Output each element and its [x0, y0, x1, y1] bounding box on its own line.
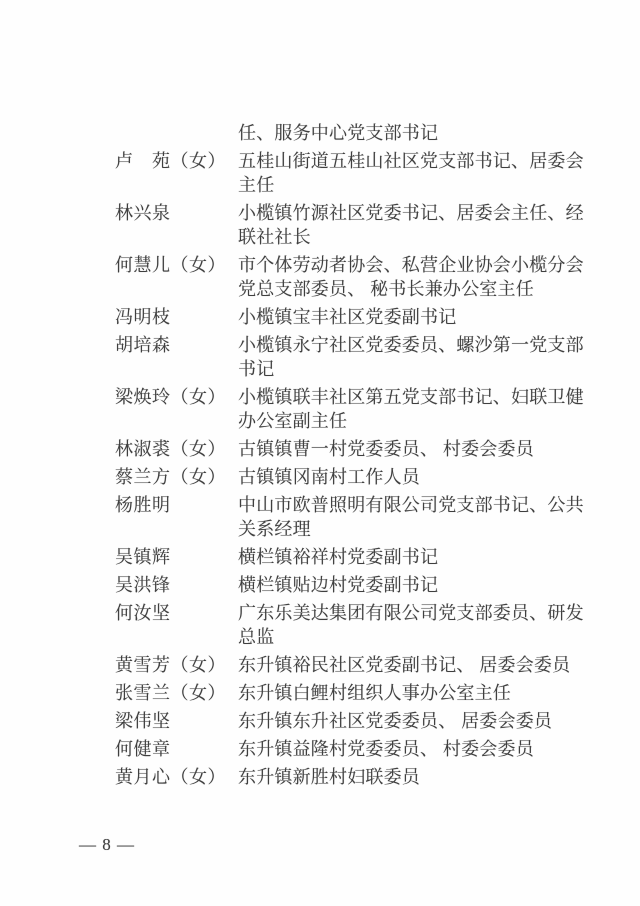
- person-name: 胡培森: [115, 335, 171, 355]
- position-desc-line: 小榄镇宝丰社区党委副书记: [238, 307, 457, 327]
- position-desc-line: 小榄镇竹源社区党委书记、居委会主任、经: [238, 203, 584, 223]
- position-desc: [238, 545, 438, 569]
- position-desc-line: 中山市欧普照明有限公司党支部书记、公共: [238, 495, 584, 515]
- position-desc: [238, 765, 420, 789]
- list-item: [115, 545, 620, 569]
- position-desc: [238, 253, 584, 301]
- person-name: 吴洪锋: [115, 575, 171, 595]
- position-desc: [238, 737, 534, 761]
- position-desc-line: 广东乐美达集团有限公司党支部委员、研发: [238, 603, 584, 623]
- person-name: 林兴泉: [115, 203, 171, 223]
- position-desc-line: 任、服务中心党支部书记: [238, 123, 439, 143]
- list-item: [115, 765, 620, 789]
- position-desc-line: 关系经理: [238, 519, 311, 539]
- list-item: [115, 601, 620, 649]
- position-desc-line: 东升镇白鲤村组织人事办公室主任: [238, 683, 511, 703]
- person-name: 冯明枝: [115, 307, 171, 327]
- position-desc-line: 市个体劳动者协会、私营企业协会小榄分会: [238, 255, 584, 275]
- list-item: [115, 653, 620, 677]
- position-desc: [238, 201, 584, 249]
- position-desc-line: 党总支部委员、 秘书长兼办公室主任: [238, 279, 534, 299]
- position-desc-line: 办公室副主任: [238, 411, 348, 431]
- person-name: 梁伟坚: [115, 711, 171, 731]
- position-desc: [238, 573, 438, 597]
- position-desc-line: 五桂山街道五桂山社区党支部书记、居委会: [238, 151, 584, 171]
- position-desc-line: 横栏镇贴边村党委副书记: [238, 575, 439, 595]
- person-name: 张雪兰（女）: [115, 683, 226, 703]
- position-desc: [238, 121, 438, 145]
- position-desc-line: 主任: [238, 175, 275, 195]
- list-item: [115, 573, 620, 597]
- position-desc: [238, 493, 584, 541]
- person-name: 林淑裘（女）: [115, 439, 226, 459]
- person-name: 何汝坚: [115, 603, 171, 623]
- person-name: 吴镇辉: [115, 547, 171, 567]
- person-name: 梁焕玲（女）: [115, 387, 226, 407]
- position-desc-line: 小榄镇永宁社区党委委员、螺沙第一党支部: [238, 335, 584, 355]
- position-desc: [238, 681, 511, 705]
- person-name: 何健章: [115, 739, 171, 759]
- list-item: [115, 149, 620, 197]
- position-desc: [238, 601, 584, 649]
- person-name: 黄月心（女）: [115, 767, 226, 787]
- position-desc-line: 总监: [238, 627, 275, 647]
- position-desc: [238, 385, 584, 433]
- list-item: [115, 385, 620, 433]
- list-item: [115, 201, 620, 249]
- page-number: — 8 —: [79, 835, 135, 854]
- list-item: [115, 681, 620, 705]
- page-footer: [0, 835, 640, 855]
- position-desc-line: 横栏镇裕祥村党委副书记: [238, 547, 439, 567]
- person-name: 蔡兰方（女）: [115, 467, 226, 487]
- list-item: [115, 305, 620, 329]
- position-desc-line: 古镇镇冈南村工作人员: [238, 467, 420, 487]
- list-item: [115, 709, 620, 733]
- position-desc: [238, 653, 570, 677]
- position-desc-line: 东升镇益隆村党委委员、 村委会委员: [238, 739, 534, 759]
- position-desc: [238, 149, 584, 197]
- position-desc-line: 东升镇东升社区党委委员、 居委会委员: [238, 711, 553, 731]
- position-desc: [238, 333, 584, 381]
- list-item: [115, 253, 620, 301]
- position-desc-line: 古镇镇曹一村党委委员、 村委会委员: [238, 439, 534, 459]
- position-desc: [238, 709, 552, 733]
- position-desc-line: 小榄镇联丰社区第五党支部书记、妇联卫健: [238, 387, 584, 407]
- position-desc-line: 联社社长: [238, 227, 311, 247]
- person-name: 何慧儿（女）: [115, 255, 226, 275]
- position-desc: [238, 437, 534, 461]
- position-desc-line: 书记: [238, 359, 275, 379]
- position-desc: [238, 465, 420, 489]
- position-desc-line: 东升镇新胜村妇联委员: [238, 767, 420, 787]
- position-desc-line: 东升镇裕民社区党委副书记、 居委会委员: [238, 655, 571, 675]
- list-item: [115, 465, 620, 489]
- list-item: [115, 493, 620, 541]
- person-name: 黄雪芳（女）: [115, 655, 226, 675]
- list-item: [115, 121, 620, 145]
- person-name: 卢 苑（女）: [115, 151, 226, 171]
- list-item: [115, 437, 620, 461]
- position-desc: [238, 305, 456, 329]
- list-item: [115, 333, 620, 381]
- list-item: [115, 737, 620, 761]
- person-name: 杨胜明: [115, 495, 171, 515]
